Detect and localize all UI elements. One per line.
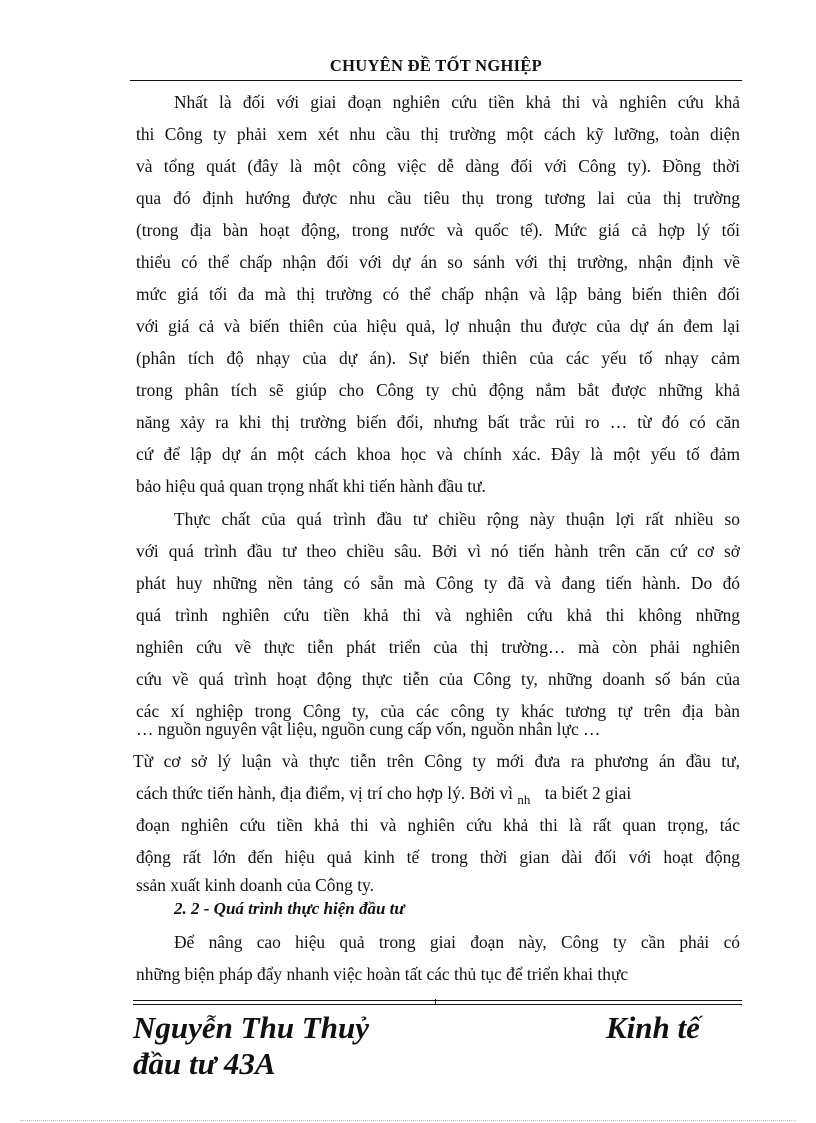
body-line: năng xảy ra khi thị trường biến đổi, nhưng bất trắc rủi ro … từ đó có căn: [136, 412, 740, 432]
body-line: và tổng quát (đây là một công việc dễ dàng đối với Công ty). Đồng thời: [136, 156, 740, 176]
body-line: Để nâng cao hiệu quả trong giai đoạn này, Công ty cần phải có: [174, 932, 740, 952]
section-heading: 2. 2 - Quá trình thực hiện đầu tư: [174, 899, 405, 918]
footer-author: Nguyễn Thu Thuỷ: [133, 1010, 369, 1045]
body-line: cứ để lập dự án một cách khoa học và chính xác. Đây là một yếu tố đảm: [136, 444, 740, 464]
header-rule: [130, 80, 742, 81]
body-line: với giá cả và biến thiên của hiệu quả, lợ nhuận thu được của dự án đem lại: [136, 316, 740, 336]
body-line: Thực chất của quá trình đầu tư chiều rộng này thuận lợi rất nhiều so: [174, 509, 740, 529]
body-text: ta biết 2 giai: [544, 783, 632, 803]
body-line: thiểu có thể chấp nhận đối với dự án so sánh với thị trường, nhận định về: [136, 252, 740, 272]
body-line: mức giá tối đa mà thị trường có thể chấp nhận và lập bảng biến thiên đối: [136, 284, 740, 304]
footer-rule: [133, 1000, 742, 1001]
body-line: … nguồn nguyên vật liệu, nguồn cung cấp vốn, nguồn nhân lực …: [136, 719, 601, 739]
body-line: Từ cơ sở lý luận và thực tiễn trên Công ty mới đưa ra phương án đầu tư,: [133, 751, 740, 771]
body-line: những biện pháp đẩy nhanh việc hoàn tất các thủ tục để triển khai thực: [136, 964, 629, 984]
body-line: (trong địa bàn hoạt động, trong nước và quốc tế). Mức giá cả hợp lý tối: [136, 220, 740, 240]
body-line: động rất lớn đến hiệu quả kinh tế trong thời gian dài đối với hoạt động: [136, 847, 740, 867]
footer-rule: [133, 1004, 742, 1005]
page-edge-rule: [20, 1120, 796, 1121]
body-line: quá trình nghiên cứu tiền khả thi và nghiên cứu khả thi không những: [136, 605, 740, 625]
body-line: các xí nghiệp trong Công ty, của các công ty khác tương tự trên địa bàn: [136, 701, 740, 721]
body-line: đoạn nghiên cứu tiền khả thi và nghiên cứu khả thi là rất quan trọng, tác: [136, 815, 740, 835]
body-line: nghiên cứu về thực tiễn phát triển của thị trường… mà còn phải nghiên: [136, 637, 740, 657]
body-line: (phân tích độ nhạy của dự án). Sự biến thiên của các yếu tố nhạy cảm: [136, 348, 740, 368]
page-header: CHUYÊN ĐỀ TỐT NGHIỆP: [329, 56, 543, 75]
body-line: trong phân tích sẽ giúp cho Công ty chủ động nắm bắt được những khả: [136, 380, 740, 400]
body-line: qua đó định hướng được nhu cầu tiêu thụ trong tương lai của thị trường: [136, 188, 740, 208]
body-line: phát huy những nền tảng có sẵn mà Công ty đã và đang tiến hành. Do đó: [136, 573, 740, 593]
body-line: cứu về quá trình hoạt động thực tiễn của Công ty, những doanh số bán của: [136, 669, 740, 689]
footer-field: Kinh tế: [606, 1010, 700, 1045]
subscript-text: nh: [517, 792, 531, 807]
body-line: thi Công ty phải xem xét nhu cầu thị trường một cách kỹ lưỡng, toàn diện: [136, 124, 740, 144]
body-line: bảo hiệu quả quan trọng nhất khi tiến hành đầu tư.: [136, 476, 486, 496]
body-line: Nhất là đối với giai đoạn nghiên cứu tiền khả thi và nghiên cứu khả: [174, 92, 740, 112]
body-line: với quá trình đầu tư theo chiều sâu. Bởi vì nó tiến hành trên căn cứ cơ sở: [136, 541, 740, 561]
body-text: cách thức tiến hành, địa điểm, vị trí cho hợp lý. Bởi vì: [136, 783, 513, 803]
footer-class: đầu tư 43A: [133, 1046, 276, 1081]
body-line: ssản xuất kinh doanh của Công ty.: [136, 875, 374, 895]
footer-rule-tick: [435, 999, 436, 1004]
body-line: [136, 781, 740, 805]
